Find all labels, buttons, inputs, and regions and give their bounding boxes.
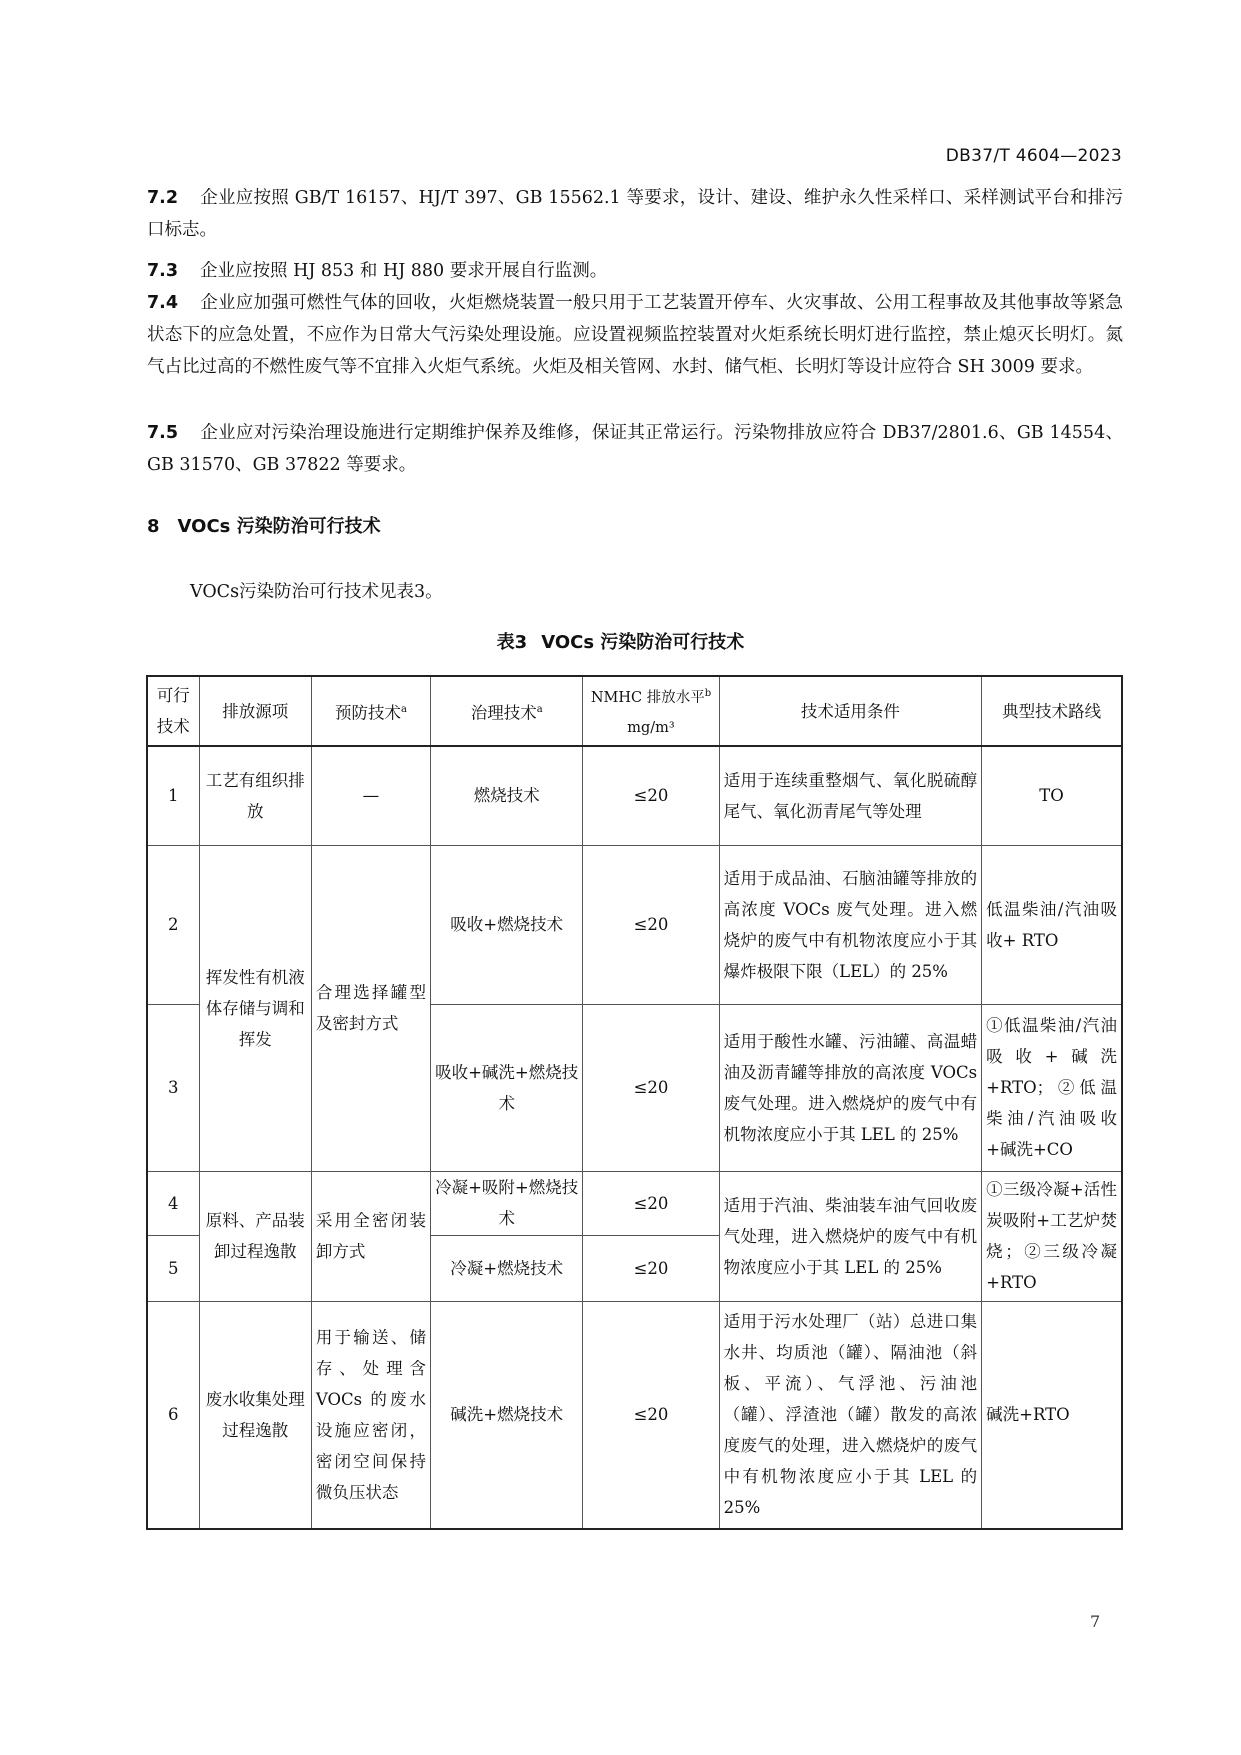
- clause-text: 企业应按照 HJ 853 和 HJ 880 要求开展自行监测。: [200, 261, 608, 281]
- table-row: [147, 746, 1122, 845]
- table-row: [147, 845, 1122, 1004]
- cell-id: 2: [147, 845, 199, 1004]
- cell-nmhc: ≤20: [583, 845, 719, 1004]
- table-number: 表3: [496, 632, 528, 653]
- cell-treatment: 燃烧技术: [431, 746, 583, 845]
- clause-number: 7.3: [147, 261, 179, 281]
- cell-nmhc: ≤20: [583, 1235, 719, 1301]
- cell-treatment: 吸收+碱洗+燃烧技术: [431, 1004, 583, 1171]
- cell-route: TO: [982, 746, 1122, 845]
- section-heading: [147, 512, 381, 538]
- cell-condition: 适用于酸性水罐、污油罐、高温蜡油及沥青罐等排放的高浓度 VOCs 废气处理。进入燃烧炉的废气中有机物浓度应小于其 LEL 的 25%: [719, 1004, 982, 1171]
- section-number: 8: [147, 516, 160, 537]
- clause-7-2: [147, 182, 1123, 246]
- footnote-marker: a: [400, 703, 407, 715]
- header-prevention: 预防技术$^a$: [311, 676, 430, 746]
- cell-condition: 适用于汽油、柴油装车油气回收废气处理，进入燃烧炉的废气中有机物浓度应小于其 LEL 的 25%: [719, 1171, 982, 1301]
- cell-id: 5: [147, 1235, 199, 1301]
- cell-source: 原料、产品装卸过程逸散: [199, 1171, 311, 1301]
- document-code: DB37/T 4604—2023: [945, 146, 1122, 166]
- clause-number: 7.5: [147, 423, 179, 443]
- cell-treatment: 冷凝+吸附+燃烧技术: [431, 1171, 583, 1235]
- cell-route: 低温柴油/汽油吸收+ RTO: [982, 845, 1122, 1004]
- table-row: [147, 1301, 1122, 1529]
- header-typical-route: 典型技术路线: [982, 676, 1122, 746]
- cell-condition: 适用于成品油、石脑油罐等排放的高浓度 VOCs 废气处理。进入燃烧炉的废气中有机物浓度应小于其爆炸极限下限（LEL）的 25%: [719, 845, 982, 1004]
- header-nmhc: NMHC 排放水平$^b$ mg/m³: [583, 676, 719, 746]
- table-row: [147, 1171, 1122, 1235]
- cell-source: 废水收集处理过程逸散: [199, 1301, 311, 1529]
- cell-route: ①低温柴油/汽油吸收+碱洗+RTO；②低温柴油/汽油吸收+碱洗+CO: [982, 1004, 1122, 1171]
- cell-prevention: 合理选择罐型及密封方式: [311, 845, 430, 1171]
- nmhc-unit: mg/m³: [627, 720, 675, 737]
- cell-treatment: 碱洗+燃烧技术: [431, 1301, 583, 1529]
- section-title: VOCs 污染防治可行技术: [177, 516, 381, 537]
- cell-id: 1: [147, 746, 199, 845]
- table-title: VOCs 污染防治可行技术: [541, 632, 745, 653]
- cell-prevention: —: [311, 746, 430, 845]
- clause-7-3: [147, 255, 1123, 287]
- cell-condition: 适用于连续重整烟气、氧化脱硫醇尾气、氧化沥青尾气等处理: [719, 746, 982, 845]
- cell-nmhc: ≤20: [583, 1301, 719, 1529]
- clause-text: 企业应对污染治理设施进行定期维护保养及维修，保证其正常运行。污染物排放应符合 DB37/2801.6、GB 14554、GB 31570、GB 37822 等要求。: [147, 423, 1123, 475]
- table-header-row: [147, 676, 1122, 746]
- cell-treatment: 吸收+燃烧技术: [431, 845, 583, 1004]
- cell-route: 碱洗+RTO: [982, 1301, 1122, 1529]
- cell-source: 挥发性有机液体存储与调和挥发: [199, 845, 311, 1171]
- voc-technology-table: [146, 675, 1123, 1530]
- header-feasible-tech: 可行技术: [147, 676, 199, 746]
- clause-number: 7.2: [147, 188, 179, 208]
- section-intro: VOCs污染防治可行技术见表3。: [190, 582, 443, 602]
- cell-id: 3: [147, 1004, 199, 1171]
- cell-nmhc: ≤20: [583, 1004, 719, 1171]
- cell-nmhc: ≤20: [583, 1171, 719, 1235]
- cell-prevention: 采用全密闭装卸方式: [311, 1171, 430, 1301]
- clause-text: 企业应加强可燃性气体的回收，火炬燃烧装置一般只用于工艺装置开停车、火灾事故、公用工程事故及其他事故等紧急状态下的应急处置，不应作为日常大气污染处理设施。应设置视频监控装置对火炬系统长明灯进行监控，禁止熄灭长明灯。氮气占比过高的不燃性废气等不宜排入火炬气系统。火炬及相关管网、水封、储气柜、长明灯等设计应符合 SH 3009 要求。: [147, 293, 1123, 377]
- page-number: 7: [1090, 1612, 1101, 1631]
- cell-treatment: 冷凝+燃烧技术: [431, 1235, 583, 1301]
- cell-prevention: 用于输送、储存、处理含 VOCs 的废水设施应密闭，密闭空间保持微负压状态: [311, 1301, 430, 1529]
- cell-route: ①三级冷凝+活性炭吸附+工艺炉焚烧；②三级冷凝+RTO: [982, 1171, 1122, 1301]
- footnote-marker: a: [536, 703, 543, 715]
- clause-text: 企业应按照 GB/T 16157、HJ/T 397、GB 15562.1 等要求，设计、建设、维护永久性采样口、采样测试平台和排污口标志。: [147, 188, 1123, 240]
- clause-7-4: [147, 287, 1123, 383]
- header-treatment: 治理技术$^a$: [431, 676, 583, 746]
- cell-condition: 适用于污水处理厂（站）总进口集水井、均质池（罐）、隔油池（斜板、平流）、气浮池、污油池（罐）、浮渣池（罐）散发的高浓度废气的处理，进入燃烧炉的废气中有机物浓度应小于其 LEL 的 25%: [719, 1301, 982, 1529]
- footnote-marker: b: [704, 687, 712, 699]
- table-caption: [0, 628, 1241, 654]
- cell-source: 工艺有组织排放: [199, 746, 311, 845]
- cell-id: 6: [147, 1301, 199, 1529]
- header-conditions: 技术适用条件: [719, 676, 982, 746]
- header-emission-source: 排放源项: [199, 676, 311, 746]
- clause-7-5: [147, 417, 1123, 481]
- cell-id: 4: [147, 1171, 199, 1235]
- cell-nmhc: ≤20: [583, 746, 719, 845]
- clause-number: 7.4: [147, 293, 179, 313]
